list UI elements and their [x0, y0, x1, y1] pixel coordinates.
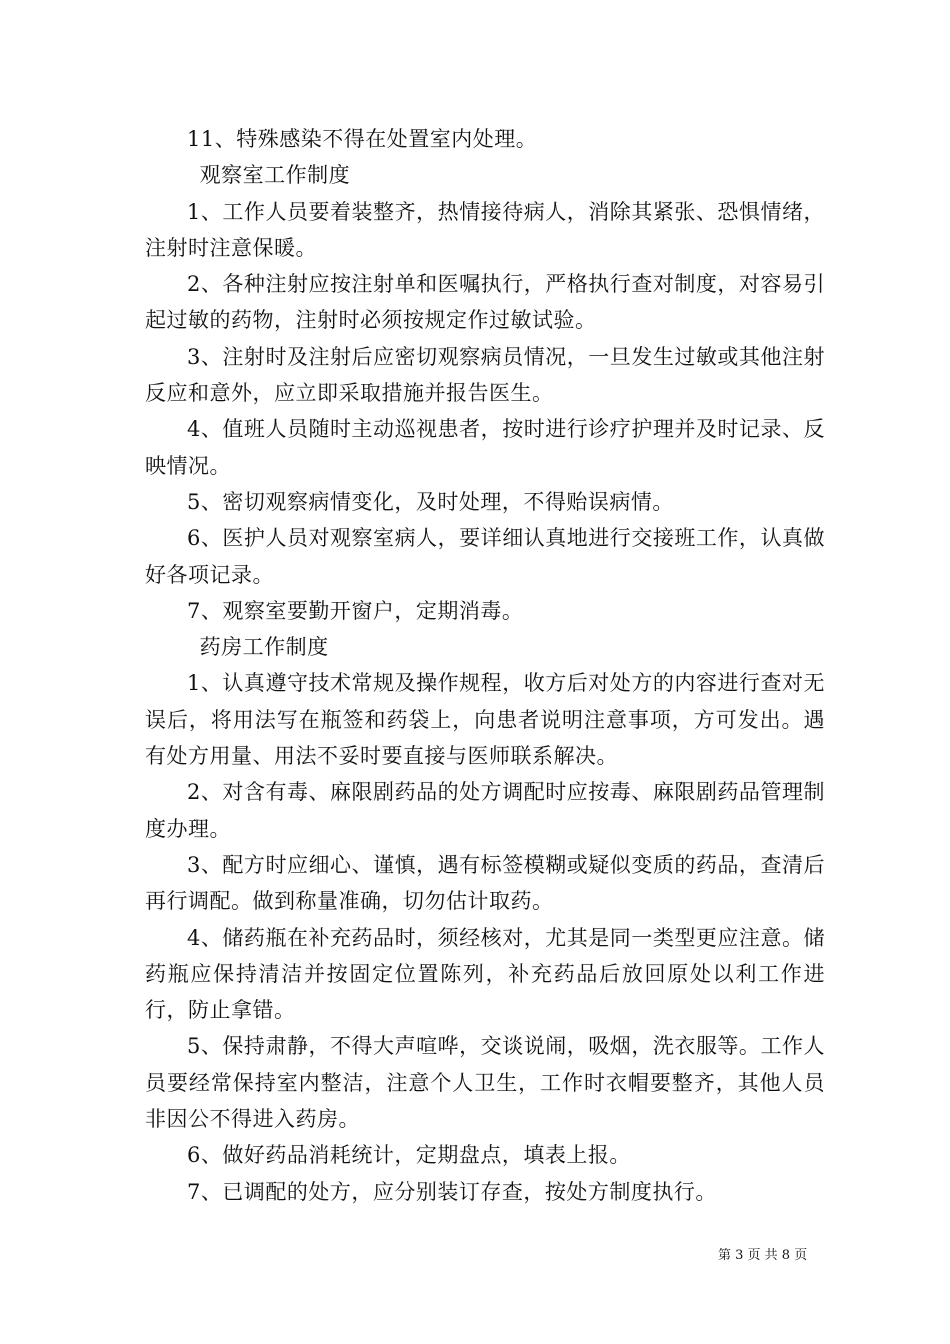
paragraph: 7、已调配的处方，应分别装订存查，按处方制度执行。 [187, 1179, 717, 1204]
document-body [145, 121, 825, 1210]
paragraph: 3、注射时及注射后应密切观察病员情况，一旦发生过敏或其他注射反应和意外，应立即采取措施并报告医生。 [145, 344, 825, 406]
paragraph: 11、特殊感染不得在处置室内处理。 [187, 127, 538, 151]
paragraph: 2、各种注射应按注射单和医嘱执行，严格执行查对制度，对容易引起过敏的药物，注射时必须按规定作过敏试验。 [145, 272, 825, 333]
section-heading: 药房工作制度 [199, 635, 329, 660]
paragraph: 6、做好药品消耗统计，定期盘点，填表上报。 [187, 1143, 631, 1168]
paragraph: 4、储药瓶在补充药品时，须经核对，尤其是同一类型更应注意。储药瓶应保持清洁并按固定位置陈列，补充药品后放回原处以利工作进行，防止拿错。 [145, 925, 825, 1023]
paragraph: 7、观察室要勤开窗户，定期消毒。 [187, 598, 524, 623]
paragraph: 6、医护人员对观察室病人，要详细认真地进行交接班工作，认真做好各项记录。 [145, 526, 825, 587]
paragraph: 5、密切观察病情变化，及时处理，不得贻误病情。 [187, 489, 674, 514]
paragraph: 2、对含有毒、麻限剧药品的处方调配时应按毒、麻限剧药品管理制度办理。 [145, 780, 825, 841]
paragraph: 5、保持肃静，不得大声喧哗，交谈说闹，吸烟，洗衣服等。工作人员要经常保持室内整洁，注意个人卫生，工作时衣帽要整齐，其他人员非因公不得进入药房。 [145, 1034, 825, 1132]
page-number: 第 3 页 共 8 页 [718, 1248, 808, 1263]
section-heading: 观察室工作制度 [199, 163, 351, 188]
paragraph: 4、值班人员随时主动巡视患者，按时进行诊疗护理并及时记录、反映情况。 [145, 417, 825, 478]
paragraph: 1、工作人员要着装整齐，热情接待病人，消除其紧张、恐惧情绪，注射时注意保暖。 [145, 199, 825, 260]
paragraph: 1、认真遵守技术常规及操作规程，收方后对处方的内容进行查对无误后，将用法写在瓶签和药袋上，向患者说明注意事项，方可发出。遇有处方用量、用法不妥时要直接与医师联系解决。 [145, 671, 825, 769]
paragraph: 3、配方时应细心、谨慎，遇有标签模糊或疑似变质的药品，查清后再行调配。做到称量准确，切勿估计取药。 [145, 852, 825, 914]
